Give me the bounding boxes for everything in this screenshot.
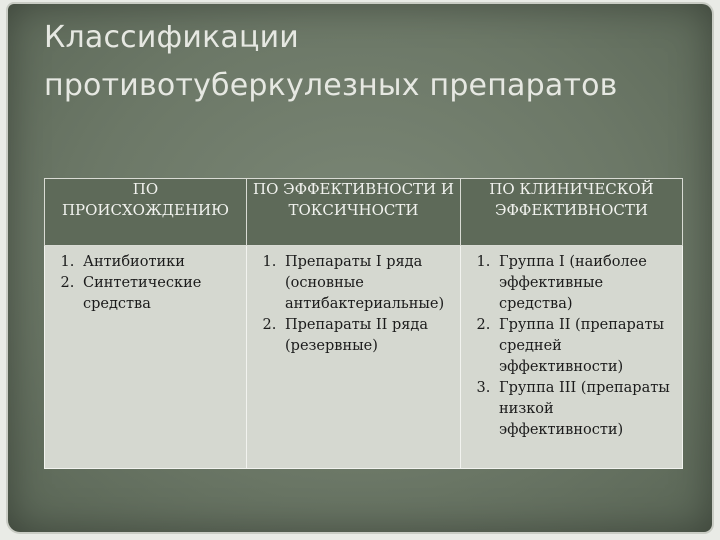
list-item: 1. Антибиотики bbox=[79, 252, 242, 273]
table-row bbox=[45, 246, 683, 469]
list-item: 2. Препараты II ряда (резервные) bbox=[281, 315, 456, 357]
table-header-row bbox=[45, 179, 683, 246]
cell-efficacy-toxicity bbox=[247, 246, 461, 469]
cell-clinical-efficacy bbox=[461, 246, 683, 469]
title-line-1: Классификации bbox=[44, 20, 300, 55]
list-item: 3. Группа III (препараты низкой эффективности) bbox=[495, 378, 678, 441]
list-efficacy-toxicity bbox=[251, 252, 456, 357]
header-clinical-efficacy: ПО КЛИНИЧЕСКОЙ ЭФФЕКТИВНОСТИ bbox=[461, 179, 683, 246]
list-clinical-efficacy bbox=[465, 252, 678, 441]
list-item: 1. Препараты I ряда (основные антибактериальные) bbox=[281, 252, 456, 315]
cell-origin bbox=[45, 246, 247, 469]
list-item: 2. Группа II (препараты средней эффективности) bbox=[495, 315, 678, 378]
list-origin bbox=[49, 252, 242, 315]
list-item: 2. Синтетические средства bbox=[79, 273, 242, 315]
header-origin: ПО ПРОИСХОЖДЕНИЮ bbox=[45, 179, 247, 246]
title-line-2: противотуберкулезных препаратов bbox=[44, 68, 618, 103]
header-efficacy-toxicity: ПО ЭФФЕКТИВНОСТИ И ТОКСИЧНОСТИ bbox=[247, 179, 461, 246]
classification-table bbox=[44, 178, 683, 469]
list-item: 1. Группа I (наиболее эффективные средства) bbox=[495, 252, 678, 315]
slide-title bbox=[44, 14, 684, 110]
